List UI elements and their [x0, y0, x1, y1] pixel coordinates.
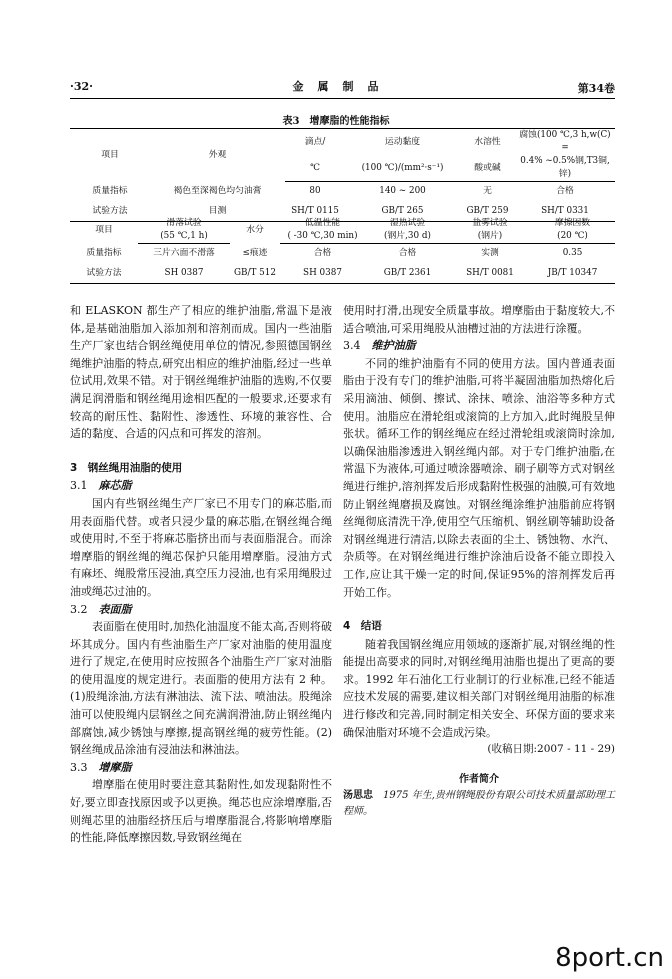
table-cell: GB/T 265 — [345, 202, 460, 222]
table-header-cell: (钢片,30 d) — [365, 230, 450, 244]
subsection-title: 麻芯脂 — [98, 479, 132, 493]
table-header-cell: 项目 — [101, 149, 119, 160]
table-header-cell: ℃ — [285, 155, 345, 182]
table-cell: 无 — [483, 186, 492, 197]
author-name: 汤思忠 — [343, 790, 374, 802]
table-cell: SH/T 0081 — [450, 264, 530, 284]
subsection-number: 3.3 — [70, 760, 99, 774]
section-heading: 3 钢丝绳用油脂的使用 — [70, 461, 183, 474]
section-heading: 4 结语 — [343, 620, 382, 633]
left-column — [70, 302, 332, 847]
table-row — [70, 264, 615, 284]
watermark: 8port.cn — [555, 943, 664, 973]
table-header-cell: 酸或碱 — [460, 155, 515, 182]
subsection-title: 维护油脂 — [371, 339, 416, 353]
table-header-cell: 水溶性 — [474, 136, 501, 147]
subsection-heading — [70, 477, 332, 495]
table-cell: 褐色至深褐色均匀油膏 — [173, 186, 262, 196]
journal-title: 金属制品 — [292, 80, 393, 93]
page-number: ·32· — [70, 80, 93, 93]
table-header-cell: (20 ℃) — [530, 230, 615, 244]
table-cell: 合格 — [556, 186, 574, 197]
table-header-cell: 水分 — [246, 224, 264, 235]
table-cell: 140 ~ 200 — [379, 186, 426, 197]
table-cell: 试验方法 — [70, 202, 150, 222]
table-cell: 0.35 — [562, 248, 583, 259]
table-cell: 80 — [309, 186, 321, 197]
paragraph: 和 ELASKON 都生产了相应的维护油脂,常温下是液体,是基础油脂加入添加剂和溶剂而成。国内一些油脂生产厂家也结合钢丝绳使用单位的情况,参照德国钢丝绳维护油脂的特点,研究出相应的维护油脂,经过一些单位试用,效果不错。对于钢丝绳维护油脂的选购,不仅要满足润滑脂和钢丝绳用途相匹配的一般要求,还要求有较高的耐压性、黏附性、渗透性、环境的兼容性、合适的黏度、合适的闪点和可挥发的溶剂。 — [70, 304, 332, 441]
table-cell: GB/T 512 — [230, 264, 280, 284]
running-header — [70, 78, 615, 96]
table-header-cell: 滴点/ — [304, 136, 326, 147]
table-cell: ≤痕迹 — [242, 248, 268, 258]
table-row — [70, 182, 615, 202]
right-column — [343, 302, 615, 820]
table-cell: SH 0387 — [280, 264, 365, 284]
header-rule — [70, 98, 615, 99]
table-cell: GB/T 259 — [460, 202, 515, 222]
table-row — [70, 244, 615, 264]
table-cell: 实测 — [481, 248, 499, 259]
table-header-cell: ( -30 ℃,30 min) — [280, 230, 365, 244]
performance-table-part1 — [70, 128, 615, 222]
subsection-number: 3.4 — [343, 339, 372, 353]
subsection-title: 增摩脂 — [98, 760, 132, 774]
table-header-cell: (55 ℃,1 h) — [138, 230, 230, 244]
table-header-cell: 低温性能 — [304, 218, 341, 228]
table-header-cell: 运动黏度 — [384, 136, 421, 147]
subsection-number: 3.2 — [70, 602, 99, 616]
table-header-cell: 湿热试验 — [389, 218, 426, 228]
table-cell: 合格 — [398, 248, 417, 259]
table-header-cell: 滑落试验 — [166, 218, 202, 228]
paragraph: 不同的维护油脂有不同的使用方法。国内普通表面脂由于没有专门的维护油脂,可将半凝固油脂加热熔化后采用滴油、倾倒、擦试、涂抹、喷涂、油浴等多种方式使用。油脂应在滑轮组或滚筒的上方加入,此时绳股呈伸张状。循环工作的钢丝绳应在经过滑轮组或滚筒时涂加,以确保油脂渗透进入钢丝绳内部。对于专门维护油脂,在常温下为液体,可通过喷涂器喷涂、刷子刷等方式对钢丝绳进行维护,溶剂挥发后形成黏附性极强的油膜,可有效地防止钢丝绳磨损及腐蚀。对钢丝绳涂维护油脂前应将钢丝绳彻底清洗干净,使用空气压缩机、钢丝刷等辅助设备对钢丝绳进行清洁,以除去表面的尘土、锈蚀物、水汽、杂质等。在对钢丝绳进行维护涂油后设备不能立即投入工作,应让其干燥一定的时间,保证95%的溶剂挥发后再开始工作。 — [343, 356, 615, 599]
table-header-cell: 0.4% ~0.5%钢,T3铜,锌) — [515, 155, 615, 182]
author-bio-heading: 作者简介 — [459, 773, 499, 785]
table-cell: 质量指标 — [92, 186, 128, 196]
table-header-cell: 摩擦因数 — [554, 218, 591, 228]
subsection-heading — [343, 337, 615, 355]
author-bio — [343, 788, 615, 820]
table-cell: 三片六面不滑落 — [153, 248, 215, 259]
paragraph: 增摩脂在使用时要注意其黏附性,如发现黏附性不好,要立即查找原因或予以更换。绳芯也应涂增摩脂,否则绳芯里的油脂经挤压后与增摩脂混合,将影响增摩脂的性能,降低摩擦因数,导致钢丝绳在 — [70, 778, 332, 845]
table-header-cell: (100 ℃)/(mm²·s⁻¹) — [345, 155, 460, 182]
subsection-heading — [70, 601, 332, 619]
table-cell: JB/T 10347 — [530, 264, 615, 284]
table-cell: 合格 — [313, 248, 332, 259]
subsection-heading — [70, 759, 332, 777]
performance-table-part2 — [70, 217, 615, 284]
table-cell: SH 0387 — [138, 264, 230, 284]
table-header-cell: 盐雾试验 — [472, 218, 508, 228]
table-header-cell: (钢片) — [450, 230, 530, 244]
paragraph: 国内有些钢丝绳生产厂家已不用专门的麻芯脂,而用表面脂代替。或者只浸少量的麻芯脂,在钢丝绳合绳或使用时,不至于将麻芯脂挤出而与表面脂混合。而涂增摩脂的钢丝绳的绳芯保护只能用增摩脂。浸油方式有麻坯、绳股常压浸油,真空压力浸油,也有采用绳股过油或绳芯过油的。 — [70, 496, 332, 598]
table-cell: 试验方法 — [70, 264, 138, 284]
author-description: 1975 年生,贵州钢绳股份有限公司技术质量部助理工程师。 — [343, 790, 616, 818]
subsection-title: 表面脂 — [98, 602, 132, 616]
received-date: (收稿日期:2007 - 11 - 29) — [487, 743, 615, 756]
table-cell: GB/T 2361 — [365, 264, 450, 284]
table-cell: SH/T 0115 — [285, 202, 345, 222]
paragraph: 表面脂在使用时,加热化油温度不能太高,否则将破坏其成分。国内有些油脂生产厂家对油脂的使用温度进行了规定,在使用时应按照各个油脂生产厂家对油脂的使用温度的规定进行。表面脂的使用方法有 2 种。(1)股绳涂油,方法有淋油法、流下法、喷油法。股绳涂油可以使股绳内层钢丝之间充满润滑油,防止钢丝绳内部腐蚀,减少锈蚀与摩擦,提高钢丝绳的疲劳性能。(2)钢丝绳成品涂油有浸油法和淋油法。 — [70, 620, 332, 757]
paragraph: 随着我国钢丝绳应用领域的逐渐扩展,对钢丝绳的性能提出高要求的同时,对钢丝绳用油脂也提出了更高的要求。1992 年石油化工行业制订的行业标准,已经不能适应技术发展的需要,建议相关部门对钢丝绳用油脂的标准进行修改和完善,同时制定相关安全、环保方面的要求来确保油脂对环境不会造成污染。 — [343, 637, 615, 739]
table-header-cell: 外观 — [208, 149, 227, 160]
volume-number: 第34卷 — [577, 82, 615, 95]
table-header-cell: 腐蚀(100 ℃,3 h,w(C) = — [519, 130, 611, 153]
table-cell: 质量指标 — [86, 248, 122, 258]
table-header-cell: 项目 — [95, 224, 113, 235]
table-cell: 目测 — [150, 202, 285, 222]
table-caption: 表3 增摩脂的性能指标 — [282, 116, 390, 127]
table-cell: SH/T 0331 — [515, 202, 615, 222]
subsection-number: 3.1 — [70, 479, 99, 493]
paragraph: 使用时打滑,出现安全质量事故。增摩脂由于黏度较大,不适合喷油,可采用绳股从油槽过油的方法进行涂覆。 — [343, 304, 615, 335]
